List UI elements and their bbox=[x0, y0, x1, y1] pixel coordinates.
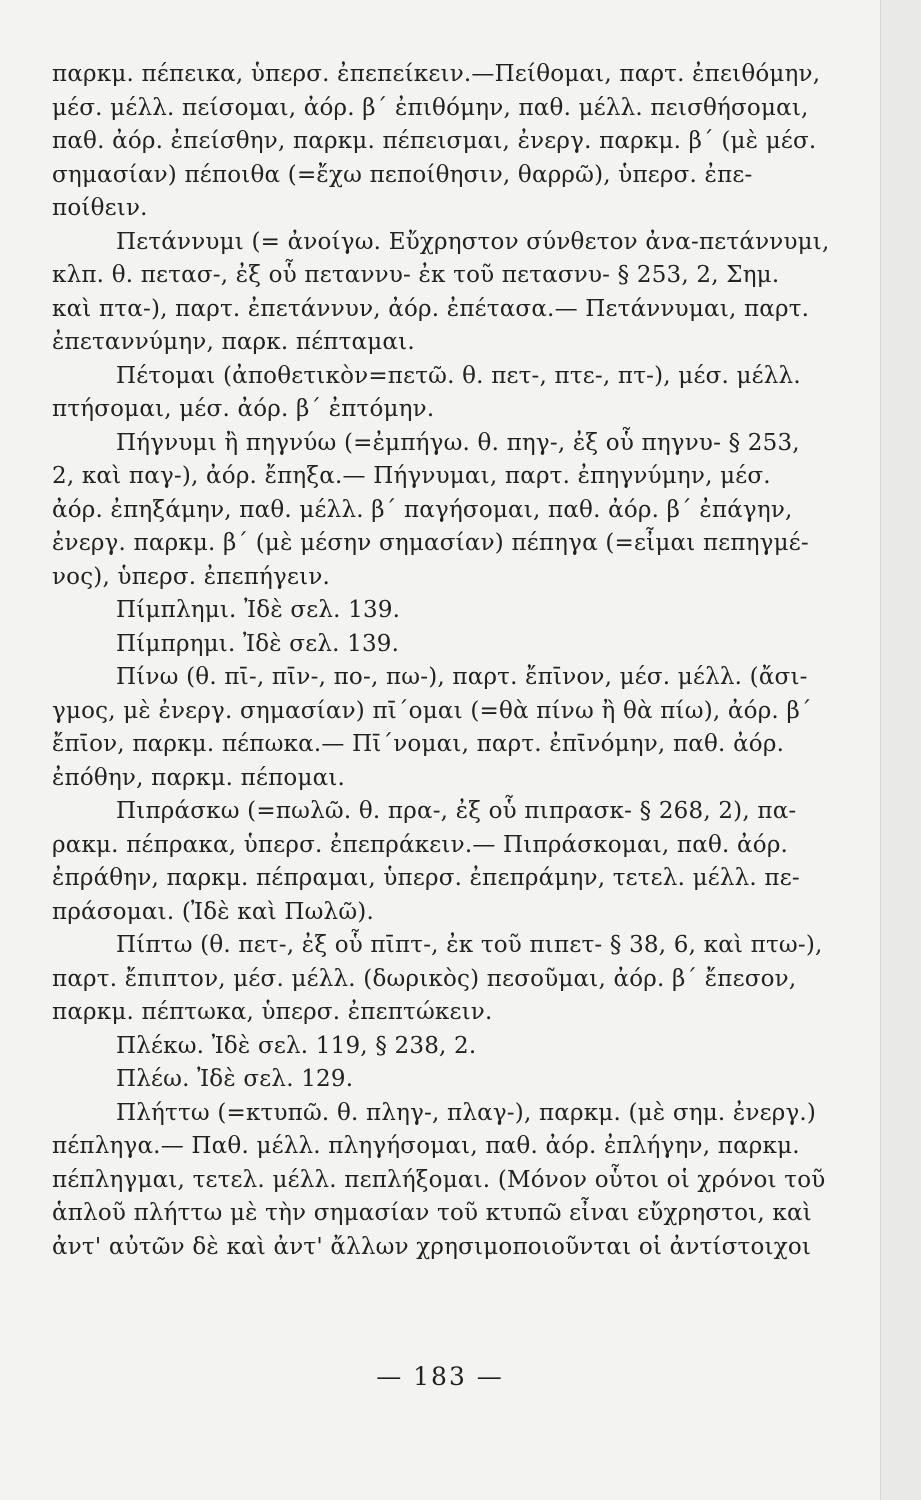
text-line: ἐπεταννύμην, παρκ. πέπταμαι. bbox=[52, 329, 415, 355]
text-line: πράσομαι. (Ἰδὲ καὶ Πωλῶ). bbox=[52, 898, 374, 925]
text-line: γμος, μὲ ἐνεργ. σημασίαν) πῑ΄ομαι (=θὰ πίνω ἢ θὰ πίω), ἀόρ. β΄ bbox=[52, 697, 812, 724]
text-line: παρκμ. πέπτωκα, ὑπερσ. ἐπεπτώκειν. bbox=[52, 999, 493, 1025]
text-line: Πλέω. Ἰδὲ σελ. 129. bbox=[116, 1066, 354, 1092]
page-edge bbox=[880, 0, 921, 1500]
text-line: Πίμπρημι. Ἰδὲ σελ. 139. bbox=[116, 630, 400, 657]
text-line: νος), ὑπερσ. ἐπεπήγειν. bbox=[52, 563, 331, 590]
text-line: 2, καὶ παγ-), ἀόρ. ἔπηξα.— Πήγνυμαι, παρτ. ἐπηγνύμην, μέσ. bbox=[52, 463, 771, 489]
text-line: Πίπτω (θ. πετ-, ἐξ οὗ πῑπτ-, ἐκ τοῦ πιπετ- § 38, 6, καὶ πτω-), bbox=[116, 932, 823, 958]
text-line: Πλέκω. Ἰδὲ σελ. 119, § 238, 2. bbox=[116, 1032, 477, 1059]
text-line: πέπληγμαι, τετελ. μέλλ. πεπλήξομαι. (Μόνον οὗτοι οἱ χρόνοι τοῦ bbox=[52, 1166, 826, 1193]
text-line: παρκμ. πέπεικα, ὑπερσ. ἐπεπείκειν.—Πείθομαι, παρτ. ἐπειθόμην, bbox=[52, 61, 821, 87]
text-line: ἐνεργ. παρκμ. β΄ (μὲ μέσην σημασίαν) πέπηγα (=εἶμαι πεπηγμέ- bbox=[52, 530, 809, 556]
text-line: Πέτομαι (ἀποθετικὸν=πετῶ. θ. πετ-, πτε-, πτ-), μέσ. μέλλ. bbox=[116, 362, 801, 389]
text-line: Πίνω (θ. πῑ-, πῑν-, πο-, πω-), παρτ. ἔπῑνον, μέσ. μέλλ. (ἄσι- bbox=[116, 664, 808, 690]
text-line: κλπ. θ. πετασ-, ἐξ οὗ πεταννυ- ἐκ τοῦ πετασνυ- § 253, 2, Σημ. bbox=[52, 262, 780, 288]
text-line: μέσ. μέλλ. πείσομαι, ἀόρ. β΄ ἐπιθόμην, παθ. μέλλ. πεισθήσομαι, bbox=[52, 94, 809, 121]
text-line: Πλήττω (=κτυπῶ. θ. πληγ-, πλαγ-), παρκμ. (μὲ σημ. ἐνεργ.) bbox=[116, 1099, 817, 1126]
page-number: — 183 — bbox=[376, 1362, 504, 1391]
page-body bbox=[52, 58, 842, 1264]
text-line: ἀόρ. ἐπηξάμην, παθ. μέλλ. β΄ παγήσομαι, παθ. ἀόρ. β΄ ἐπάγην, bbox=[52, 496, 793, 523]
text-line: ἀντ' αὐτῶν δὲ καὶ ἀντ' ἄλλων χρησιμοποιοῦνται οἱ ἀντίστοιχοι bbox=[52, 1233, 812, 1260]
text-line: παθ. ἀόρ. ἐπείσθην, παρκμ. πέπεισμαι, ἐνεργ. παρκμ. β΄ (μὲ μέσ. bbox=[52, 128, 817, 154]
text-line: Πίμπλημι. Ἰδὲ σελ. 139. bbox=[116, 597, 401, 623]
text-line: ἁπλοῦ πλήττω μὲ τὴν σημασίαν τοῦ κτυπῶ εἶναι εὔχρηστοι, καὶ bbox=[52, 1200, 812, 1226]
text-line: ρακμ. πέπρακα, ὑπερσ. ἐπεπράκειν.— Πιπράσκομαι, παθ. ἀόρ. bbox=[52, 831, 789, 858]
text-line: Πιπράσκω (=πωλῶ. θ. πρα-, ἐξ οὗ πιπρασκ- § 268, 2), πα- bbox=[116, 798, 797, 824]
text-line: ἔπῑον, παρκμ. πέπωκα.— Πῑ΄νομαι, παρτ. ἐπῑνόμην, παθ. ἀόρ. bbox=[52, 731, 785, 757]
text-line: πέπληγα.— Παθ. μέλλ. πληγήσομαι, παθ. ἀόρ. ἐπλήγην, παρκμ. bbox=[52, 1133, 800, 1159]
text-line: καὶ πτα-), παρτ. ἐπετάννυν, ἀόρ. ἐπέτασα.— Πετάννυμαι, παρτ. bbox=[52, 295, 810, 322]
text-line: Πήγνυμι ἢ πηγνύω (=ἐμπήγω. θ. πηγ-, ἐξ οὗ πηγνυ- § 253, bbox=[116, 429, 800, 456]
text-line: ποίθειν. bbox=[52, 195, 148, 221]
text-line: Πετάννυμι (= ἀνοίγω. Εὔχρηστον σύνθετον ἀνα-πετάννυμι, bbox=[116, 228, 830, 255]
text-line: ἐπόθην, παρκμ. πέπομαι. bbox=[52, 764, 346, 791]
text-line: σημασίαν) πέποιθα (=ἔχω πεποίθησιν, θαρρῶ), ὑπερσ. ἐπε- bbox=[52, 161, 753, 188]
text-line: πτήσομαι, μέσ. ἀόρ. β΄ ἐπτόμην. bbox=[52, 396, 435, 422]
text-line: ἐπράθην, παρκμ. πέπραμαι, ὑπερσ. ἐπεπράμην, τετελ. μέλλ. πε- bbox=[52, 865, 800, 891]
text-line: παρτ. ἔπιπτον, μέσ. μέλλ. (δωρικὸς) πεσοῦμαι, ἀόρ. β΄ ἔπεσον, bbox=[52, 965, 797, 992]
